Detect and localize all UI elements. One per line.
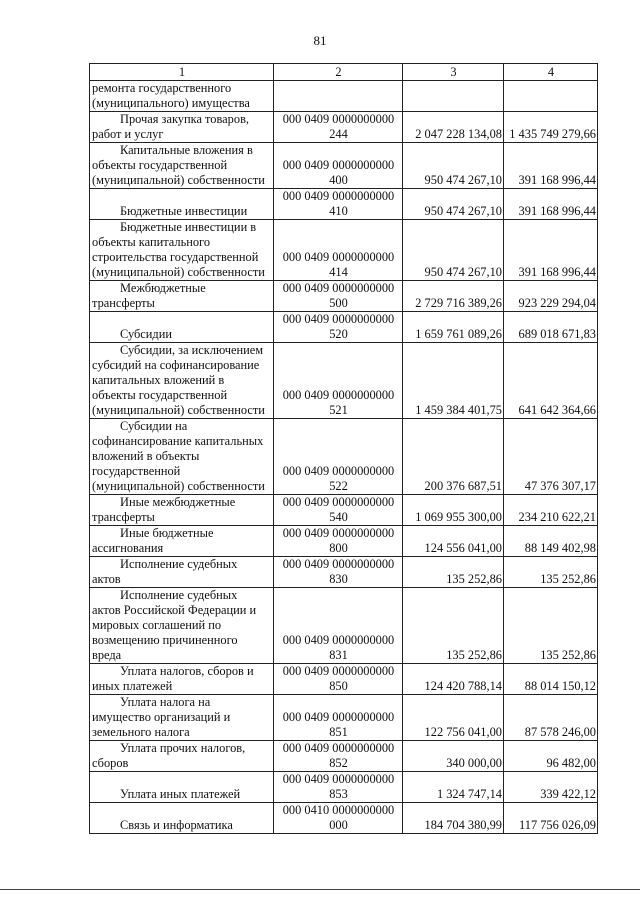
- item-name-line: (муниципальной) собственности: [92, 479, 265, 493]
- item-name-line: Уплата иных платежей: [120, 787, 241, 801]
- code-line: 000 0409 0000000000: [282, 741, 395, 755]
- item-name-line: актов Российской Федерации и: [92, 603, 257, 617]
- item-name-line: (муниципального) имущества: [92, 96, 250, 110]
- header-col-2: 2: [274, 64, 403, 81]
- code-line: 000 0409 0000000000: [282, 281, 395, 295]
- table-row: [90, 557, 598, 588]
- scan-bottom-line: [0, 889, 640, 890]
- amount-col-3: 1 659 761 089,26: [403, 312, 504, 343]
- code-suffix: 853: [329, 787, 348, 801]
- code-cell: [274, 419, 403, 495]
- amount-col-4: 117 756 026,09: [504, 803, 598, 834]
- table-row: [90, 526, 598, 557]
- item-name-line: Уплата налогов, сборов и: [120, 664, 254, 678]
- item-name-line: объекты государственной: [92, 388, 228, 402]
- code-cell: [274, 803, 403, 834]
- code-line: 000 0409 0000000000: [282, 464, 395, 478]
- code-cell: [274, 343, 403, 419]
- item-name-line: Уплата прочих налогов,: [120, 741, 246, 755]
- item-name-line: Прочая закупка товаров,: [120, 112, 250, 126]
- amount-col-4: 1 435 749 279,66: [504, 112, 598, 143]
- item-name-line: (муниципальной) собственности: [92, 265, 265, 279]
- item-name-cell: [90, 189, 274, 220]
- code-suffix: 520: [329, 327, 348, 341]
- table-row: [90, 143, 598, 189]
- amount-col-3: 135 252,86: [403, 557, 504, 588]
- item-name-line: Капитальные вложения в: [120, 143, 253, 157]
- amount-col-3: 950 474 267,10: [403, 220, 504, 281]
- code-cell: [274, 281, 403, 312]
- item-name-cell: [90, 112, 274, 143]
- code-cell: [274, 695, 403, 741]
- amount-col-3: 340 000,00: [403, 741, 504, 772]
- item-name-line: ремонта государственного: [92, 81, 232, 95]
- code-suffix: 850: [329, 679, 348, 693]
- table-row: [90, 419, 598, 495]
- code-line: 000 0409 0000000000: [282, 312, 395, 326]
- code-line: 000 0409 0000000000: [282, 526, 395, 540]
- code-line: 000 0409 0000000000: [282, 557, 395, 571]
- amount-col-4: 135 252,86: [504, 557, 598, 588]
- item-name-line: Бюджетные инвестиции: [120, 204, 248, 218]
- item-name-line: земельного налога: [92, 725, 190, 739]
- table-row: [90, 495, 598, 526]
- item-name-cell: [90, 741, 274, 772]
- page-number: 81: [313, 33, 327, 48]
- amount-col-4: 87 578 246,00: [504, 695, 598, 741]
- code-line: 000 0409 0000000000: [282, 710, 395, 724]
- amount-col-4: 96 482,00: [504, 741, 598, 772]
- table-row: [90, 664, 598, 695]
- header-col-1: 1: [90, 64, 274, 81]
- code-cell: [274, 143, 403, 189]
- code-line: 000 0409 0000000000: [282, 664, 395, 678]
- code-cell: [274, 741, 403, 772]
- code-cell: [274, 557, 403, 588]
- item-name-line: сборов: [92, 756, 129, 770]
- table-row: [90, 281, 598, 312]
- item-name-line: Бюджетные инвестиции в: [120, 220, 257, 234]
- item-name-line: мировых соглашений по: [92, 618, 222, 632]
- item-name-line: строительства государственной: [92, 250, 259, 264]
- item-name-cell: [90, 664, 274, 695]
- item-name-line: Исполнение судебных: [120, 557, 238, 571]
- item-name-line: возмещению причиненного: [92, 633, 238, 647]
- amount-col-3: 950 474 267,10: [403, 143, 504, 189]
- amount-col-4: 47 376 307,17: [504, 419, 598, 495]
- item-name-line: ассигнования: [92, 541, 164, 555]
- amount-col-4: 88 149 402,98: [504, 526, 598, 557]
- code-cell: [274, 772, 403, 803]
- item-name-line: государственной: [92, 464, 181, 478]
- item-name-cell: [90, 803, 274, 834]
- code-suffix: 244: [329, 127, 348, 141]
- item-name-cell: [90, 343, 274, 419]
- header-row: [90, 64, 598, 81]
- code-suffix: 521: [329, 403, 348, 417]
- amount-col-3: 184 704 380,99: [403, 803, 504, 834]
- code-suffix: 500: [329, 296, 348, 310]
- item-name-cell: [90, 526, 274, 557]
- item-name-line: капитальных вложений в: [92, 373, 225, 387]
- code-line: 000 0409 0000000000: [282, 495, 395, 509]
- table-row: [90, 343, 598, 419]
- item-name-line: иных платежей: [92, 679, 173, 693]
- item-name-cell: [90, 557, 274, 588]
- code-suffix: 410: [329, 204, 348, 218]
- item-name-line: Исполнение судебных: [120, 588, 238, 602]
- code-line: 000 0409 0000000000: [282, 388, 395, 402]
- amount-col-4: 234 210 622,21: [504, 495, 598, 526]
- code-cell: [274, 526, 403, 557]
- item-name-cell: [90, 419, 274, 495]
- item-name-line: объекты государственной: [92, 158, 228, 172]
- item-name-cell: [90, 495, 274, 526]
- code-cell: [274, 664, 403, 695]
- item-name-line: трансферты: [92, 510, 155, 524]
- code-cell: [274, 189, 403, 220]
- item-name-cell: [90, 281, 274, 312]
- item-name-line: Связь и информатика: [120, 818, 233, 832]
- item-name-line: (муниципальной) собственности: [92, 173, 265, 187]
- item-name-line: Субсидии: [120, 327, 172, 341]
- amount-col-4: [504, 81, 598, 112]
- header-col-4: 4: [504, 64, 598, 81]
- code-line: 000 0409 0000000000: [282, 633, 395, 647]
- table-row: [90, 695, 598, 741]
- code-suffix: 800: [329, 541, 348, 555]
- amount-col-4: 391 168 996,44: [504, 220, 598, 281]
- code-cell: [274, 495, 403, 526]
- item-name-line: софинансирование капитальных: [92, 434, 264, 448]
- item-name-line: Субсидии, за исключением: [120, 343, 264, 357]
- code-suffix: 852: [329, 756, 348, 770]
- item-name-cell: [90, 695, 274, 741]
- item-name-line: Межбюджетные: [120, 281, 206, 295]
- code-line: 000 0409 0000000000: [282, 250, 395, 264]
- code-line: 000 0409 0000000000: [282, 158, 395, 172]
- code-suffix: 830: [329, 572, 348, 586]
- code-line: 000 0409 0000000000: [282, 772, 395, 786]
- code-line: 000 0410 0000000000: [282, 803, 395, 817]
- table-row: [90, 772, 598, 803]
- amount-col-4: 339 422,12: [504, 772, 598, 803]
- code-suffix: 000: [329, 818, 348, 832]
- item-name-line: субсидий на софинансирование: [92, 358, 260, 372]
- item-name-line: вложений в объекты: [92, 449, 200, 463]
- table-row: [90, 741, 598, 772]
- amount-col-3: 950 474 267,10: [403, 189, 504, 220]
- code-cell: [274, 220, 403, 281]
- code-cell: [274, 312, 403, 343]
- amount-col-3: 124 420 788,14: [403, 664, 504, 695]
- amount-col-4: 391 168 996,44: [504, 143, 598, 189]
- amount-col-3: 1 459 384 401,75: [403, 343, 504, 419]
- amount-col-4: 88 014 150,12: [504, 664, 598, 695]
- code-suffix: 400: [329, 173, 348, 187]
- item-name-line: Уплата налога на: [120, 695, 211, 709]
- code-suffix: 851: [329, 725, 348, 739]
- item-name-cell: [90, 220, 274, 281]
- item-name-line: (муниципальной) собственности: [92, 403, 265, 417]
- code-line: 000 0409 0000000000: [282, 112, 395, 126]
- table-row: [90, 803, 598, 834]
- item-name-line: работ и услуг: [92, 127, 164, 141]
- item-name-line: Субсидии на: [120, 419, 188, 433]
- amount-col-3: 124 556 041,00: [403, 526, 504, 557]
- amount-col-4: 135 252,86: [504, 588, 598, 664]
- amount-col-4: 923 229 294,04: [504, 281, 598, 312]
- budget-table: [89, 63, 598, 834]
- table-row: [90, 189, 598, 220]
- item-name-cell: [90, 312, 274, 343]
- amount-col-3: 122 756 041,00: [403, 695, 504, 741]
- table-row: [90, 312, 598, 343]
- amount-col-3: 2 729 716 389,26: [403, 281, 504, 312]
- item-name-line: вреда: [92, 648, 122, 662]
- code-suffix: 540: [329, 510, 348, 524]
- table-row: [90, 81, 598, 112]
- code-suffix: 522: [329, 479, 348, 493]
- item-name-cell: [90, 143, 274, 189]
- item-name-cell: [90, 81, 274, 112]
- item-name-line: объекты капитального: [92, 235, 211, 249]
- table-body: [90, 81, 598, 834]
- code-suffix: 831: [329, 648, 348, 662]
- item-name-cell: [90, 772, 274, 803]
- code-cell: [274, 588, 403, 664]
- item-name-line: актов: [92, 572, 121, 586]
- item-name-line: трансферты: [92, 296, 155, 310]
- amount-col-3: 200 376 687,51: [403, 419, 504, 495]
- amount-col-4: 641 642 364,66: [504, 343, 598, 419]
- table-row: [90, 588, 598, 664]
- item-name-line: Иные бюджетные: [120, 526, 214, 540]
- code-cell: [274, 81, 403, 112]
- table-row: [90, 220, 598, 281]
- header-col-3: 3: [403, 64, 504, 81]
- amount-col-3: 135 252,86: [403, 588, 504, 664]
- amount-col-3: 1 324 747,14: [403, 772, 504, 803]
- amount-col-3: [403, 81, 504, 112]
- code-cell: [274, 112, 403, 143]
- amount-col-3: 1 069 955 300,00: [403, 495, 504, 526]
- code-line: 000 0409 0000000000: [282, 189, 395, 203]
- amount-col-3: 2 047 228 134,08: [403, 112, 504, 143]
- table-row: [90, 112, 598, 143]
- item-name-line: имущество организаций и: [92, 710, 231, 724]
- amount-col-4: 689 018 671,83: [504, 312, 598, 343]
- code-suffix: 414: [329, 265, 348, 279]
- amount-col-4: 391 168 996,44: [504, 189, 598, 220]
- item-name-line: Иные межбюджетные: [120, 495, 236, 509]
- item-name-cell: [90, 588, 274, 664]
